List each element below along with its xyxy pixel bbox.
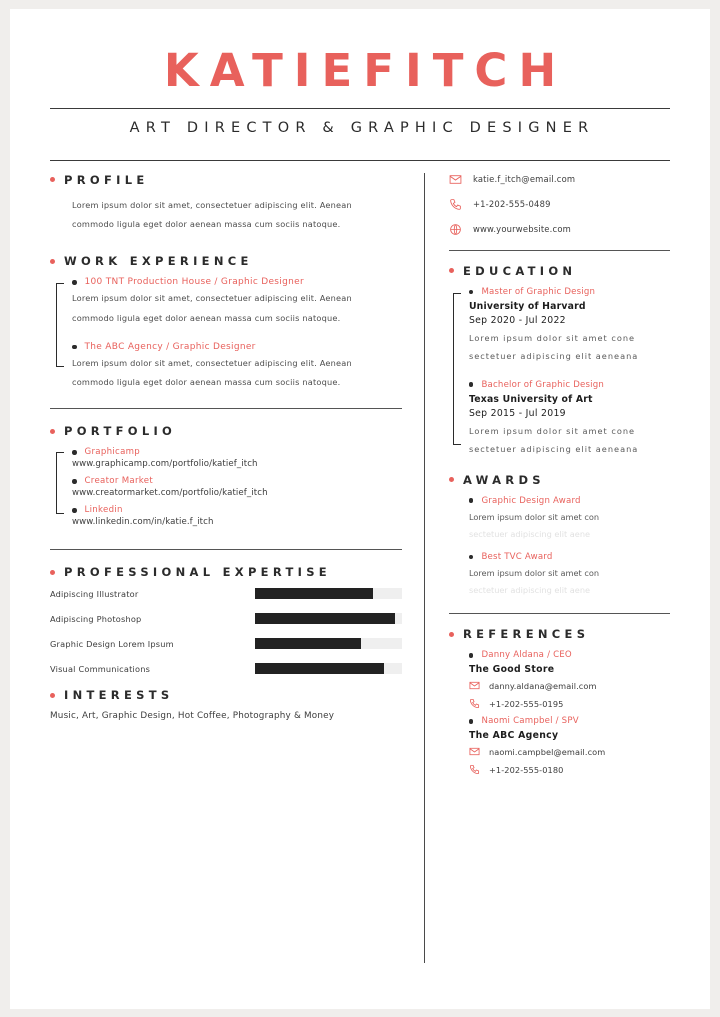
award-title: Graphic Design Award	[481, 495, 581, 506]
contact-email: katie.f_itch@email.com	[472, 174, 576, 185]
awards-heading	[449, 473, 670, 487]
education-desc-line-2: sectetuer adipiscing elit aeneana	[468, 351, 639, 362]
work-item-title: The ABC Agency / Graphic Designer	[84, 341, 256, 352]
bullet-dot-icon	[72, 345, 77, 350]
skill-bar-fill	[255, 588, 373, 599]
bullet-dot-icon	[72, 450, 77, 455]
education-degree: Master of Graphic Design	[481, 286, 596, 297]
interests-heading	[50, 688, 402, 702]
portfolio-item-url[interactable]: www.creatormarket.com/portfolio/katief_itch	[72, 488, 268, 499]
section-title: EDUCATION	[462, 263, 577, 278]
education-date: Sep 2020 - Jul 2022	[468, 314, 566, 326]
award-item-header	[469, 552, 670, 562]
portfolio-item-header	[72, 476, 402, 486]
section-profile	[50, 173, 402, 235]
portfolio-bracket-decoration	[56, 452, 64, 514]
award-desc-line-1: Lorem ipsum dolor sit amet con	[468, 511, 600, 522]
skill-bar-fill	[255, 613, 395, 624]
education-heading	[449, 264, 670, 278]
section-references	[449, 627, 670, 775]
bullet-dot-icon	[469, 555, 474, 560]
reference-item	[469, 650, 670, 709]
bullet-dot-icon	[469, 498, 474, 503]
section-title: REFERENCES	[462, 627, 590, 642]
bullet-dot-icon	[50, 259, 55, 264]
award-desc-line-2: sectetuer adipiscing elit aene	[468, 585, 591, 596]
education-school: Texas University of Art	[468, 393, 593, 405]
work-item-line-2: commodo ligula eget dolor aenean massa cum sociis natoque.	[72, 377, 341, 388]
work-item-line-2: commodo ligula eget dolor aenean massa cum sociis natoque.	[72, 312, 341, 323]
section-awards	[449, 473, 670, 600]
reference-email: naomi.campbel@email.com	[488, 746, 606, 757]
resume-body	[50, 173, 670, 963]
bullet-dot-icon	[449, 477, 454, 482]
reference-email-row[interactable]	[469, 680, 670, 691]
bullet-dot-icon	[469, 653, 474, 658]
phone-icon	[449, 198, 462, 211]
page-subtitle: ART DIRECTOR & GRAPHIC DESIGNER	[129, 119, 595, 136]
work-item-header	[72, 342, 402, 352]
skill-bar-fill	[255, 663, 384, 674]
reference-name: Danny Aldana / CEO	[481, 650, 572, 661]
portfolio-item-url[interactable]: www.graphicamp.com/portfolio/katief_itch	[72, 459, 258, 470]
reference-email: danny.aldana@email.com	[488, 680, 597, 691]
section-title: PROFESSIONAL EXPERTISE	[64, 565, 331, 580]
contact-row-email[interactable]	[449, 173, 670, 186]
portfolio-item-name: Graphicamp	[84, 447, 141, 458]
mail-icon	[449, 173, 462, 186]
profile-line-2: commodo ligula eget dolor aenean massa cum sociis natoque.	[72, 219, 341, 230]
skill-label: Adipiscing Photoshop	[50, 613, 142, 624]
reference-phone: +1-202-555-0195	[488, 698, 564, 709]
divider-right-1	[449, 250, 670, 251]
interests-text: Music, Art, Graphic Design, Hot Coffee, Photography & Money	[50, 711, 335, 722]
bullet-dot-icon	[50, 570, 55, 575]
right-column	[425, 173, 670, 963]
bullet-dot-icon	[72, 508, 77, 513]
section-interests	[50, 688, 402, 721]
section-professional-expertise	[50, 565, 402, 674]
contact-row-phone[interactable]	[449, 198, 670, 211]
contact-phone: +1-202-555-0489	[472, 199, 551, 210]
skill-row	[50, 588, 402, 599]
portfolio-item-header	[72, 505, 402, 515]
section-title: AWARDS	[462, 472, 545, 487]
award-title: Best TVC Award	[481, 552, 553, 562]
left-column	[50, 173, 424, 963]
resume-page	[10, 9, 710, 1009]
mail-icon	[469, 746, 480, 757]
phone-icon	[469, 698, 480, 709]
portfolio-item-header	[72, 447, 402, 457]
education-item	[469, 380, 670, 459]
education-desc-line-1: Lorem ipsum dolor sit amet cone	[468, 332, 636, 343]
education-item-header	[469, 287, 670, 297]
bullet-dot-icon	[50, 693, 55, 698]
references-list	[449, 650, 670, 775]
bullet-dot-icon	[469, 382, 474, 387]
work-item	[50, 342, 402, 393]
reference-org: The Good Store	[468, 664, 555, 676]
reference-phone: +1-202-555-0180	[488, 764, 564, 775]
education-list	[449, 287, 670, 459]
work-item-line-1: Lorem ipsum dolor sit amet, consectetuer adipiscing elit. Aenean	[72, 357, 352, 368]
education-school: University of Harvard	[468, 300, 586, 312]
reference-phone-row[interactable]	[469, 764, 670, 775]
work-item	[50, 277, 402, 328]
award-item-header	[469, 496, 670, 506]
skill-row	[50, 613, 402, 624]
divider-left-2	[50, 549, 402, 550]
award-item	[469, 552, 670, 599]
portfolio-item-url[interactable]: www.linkedin.com/in/katie.f_itch	[72, 517, 214, 528]
skill-list	[50, 588, 402, 674]
reference-item	[469, 716, 670, 775]
reference-email-row[interactable]	[469, 746, 670, 757]
section-title: PORTFOLIO	[64, 424, 177, 439]
skill-row	[50, 663, 402, 674]
profile-text	[50, 196, 402, 235]
references-heading	[449, 627, 670, 641]
education-item	[469, 287, 670, 366]
mail-icon	[469, 680, 480, 691]
skill-label: Adipiscing Illustrator	[50, 588, 139, 599]
bullet-dot-icon	[72, 280, 77, 285]
phone-icon	[469, 764, 480, 775]
skill-label: Visual Communications	[50, 663, 151, 674]
education-item-header	[469, 380, 670, 390]
portfolio-item[interactable]	[72, 476, 402, 498]
skill-bar-fill	[255, 638, 361, 649]
portfolio-item[interactable]	[72, 505, 402, 527]
portfolio-item[interactable]	[72, 447, 402, 469]
portfolio-item-name: Creator Market	[84, 476, 154, 487]
globe-icon	[449, 223, 462, 236]
bullet-dot-icon	[449, 268, 454, 273]
education-desc-line-1: Lorem ipsum dolor sit amet cone	[468, 425, 636, 436]
contact-row-website[interactable]	[449, 223, 670, 236]
bullet-dot-icon	[50, 177, 55, 182]
award-desc-line-2: sectetuer adipiscing elit aene	[468, 528, 591, 539]
reference-item-header	[469, 716, 670, 726]
portfolio-heading	[50, 424, 402, 438]
education-date: Sep 2015 - Jul 2019	[468, 407, 566, 419]
reference-org: The ABC Agency	[468, 730, 559, 742]
bullet-dot-icon	[469, 290, 474, 295]
education-degree: Bachelor of Graphic Design	[481, 379, 605, 390]
work-heading	[50, 254, 402, 268]
award-desc-line-1: Lorem ipsum dolor sit amet con	[468, 568, 600, 578]
section-education	[449, 264, 670, 459]
skill-label: Graphic Design Lorem Ipsum	[50, 638, 174, 649]
skill-bar-track	[255, 638, 402, 649]
skill-bar-track	[255, 613, 402, 624]
reference-phone-row[interactable]	[469, 698, 670, 709]
portfolio-item-name: Linkedin	[84, 505, 123, 516]
profile-line-1: Lorem ipsum dolor sit amet, consectetuer adipiscing elit. Aenean	[72, 199, 352, 210]
expertise-heading	[50, 565, 402, 579]
skill-bar-track	[255, 663, 402, 674]
education-bracket-decoration	[453, 293, 461, 445]
divider-left-1	[50, 408, 402, 409]
awards-list	[449, 496, 670, 600]
reference-item-header	[469, 650, 670, 660]
section-title: WORK EXPERIENCE	[64, 254, 253, 269]
bullet-dot-icon	[50, 429, 55, 434]
page-title: KATIEFITCH	[163, 43, 568, 97]
divider-under-subtitle	[50, 160, 670, 161]
section-portfolio	[50, 424, 402, 527]
portfolio-list	[50, 447, 402, 527]
skill-bar-track	[255, 588, 402, 599]
section-title: INTERESTS	[64, 688, 174, 703]
award-item	[469, 496, 670, 543]
section-title: PROFILE	[64, 172, 149, 187]
work-item-line-1: Lorem ipsum dolor sit amet, consectetuer adipiscing elit. Aenean	[72, 293, 352, 304]
section-work-experience	[50, 254, 402, 392]
contact-website: www.yourwebsite.com	[472, 224, 572, 235]
work-item-header	[72, 277, 402, 287]
divider-right-2	[449, 613, 670, 614]
education-desc-line-2: sectetuer adipiscing elit aeneana	[468, 444, 639, 455]
work-item-title: 100 TNT Production House / Graphic Designer	[84, 277, 304, 288]
reference-name: Naomi Campbel / SPV	[481, 716, 579, 727]
contact-list	[449, 173, 670, 236]
bullet-dot-icon	[449, 632, 454, 637]
bullet-dot-icon	[469, 719, 474, 724]
profile-heading	[50, 173, 402, 187]
skill-row	[50, 638, 402, 649]
bullet-dot-icon	[72, 479, 77, 484]
